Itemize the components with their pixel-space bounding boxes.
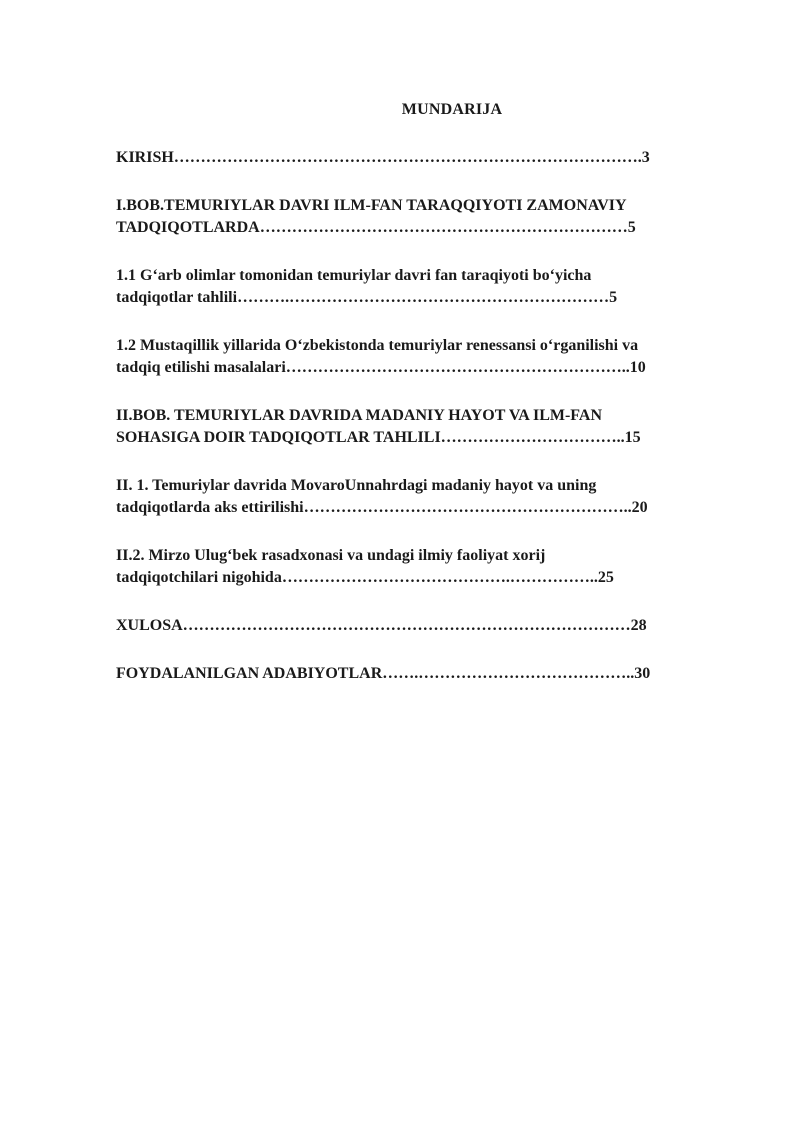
- toc-entry-section-1-1: 1.1 G‘arb olimlar tomonidan temuriylar davri fan taraqiyoti bo‘yicha tadqiqotlar tahlili……….……………………………………………………5: [116, 267, 618, 306]
- toc-entry-kirish: KIRISH…………………………………………………………………………….3: [116, 149, 650, 166]
- toc-entry-chapter-2: II.BOB. TEMURIYLAR DAVRIDA MADANIY HAYOT VA ILM-FAN SOHASIGA DOIR TADQIQOTLAR TAHLILI……………………………..15: [116, 407, 641, 446]
- table-of-contents: [116, 147, 756, 711]
- toc-entry-xulosa: XULOSA…………………………………………………………………………28: [116, 617, 647, 634]
- toc-entry-section-2-1: II. 1. Temuriylar davrida MovaroUnnahrdagi madaniy hayot va uning tadqiqotlarda aks ettirilishi……………………………………………………..20: [116, 477, 648, 516]
- toc-entry-chapter-1: I.BOB.TEMURIYLAR DAVRI ILM-FAN TARAQQIYOTI ZAMONAVIY TADQIQOTLARDA……………………………………………………………5: [116, 197, 636, 236]
- page-title: MUNDARIJA: [401, 101, 503, 118]
- toc-entry-section-2-2: II.2. Mirzo Ulug‘bek rasadxonasi va undagi ilmiy faoliyat xorij tadqiqotchilari nigohida…………………………………….……………..25: [116, 547, 614, 586]
- toc-entry-section-1-2: 1.2 Mustaqillik yillarida O‘zbekistonda temuriylar renessansi o‘rganilishi va tadqiq etilishi masalalari………………………………………………………..10: [116, 337, 646, 376]
- toc-entry-bibliography: FOYDALANILGAN ADABIYOTLAR…….…………………………………..30: [116, 665, 651, 682]
